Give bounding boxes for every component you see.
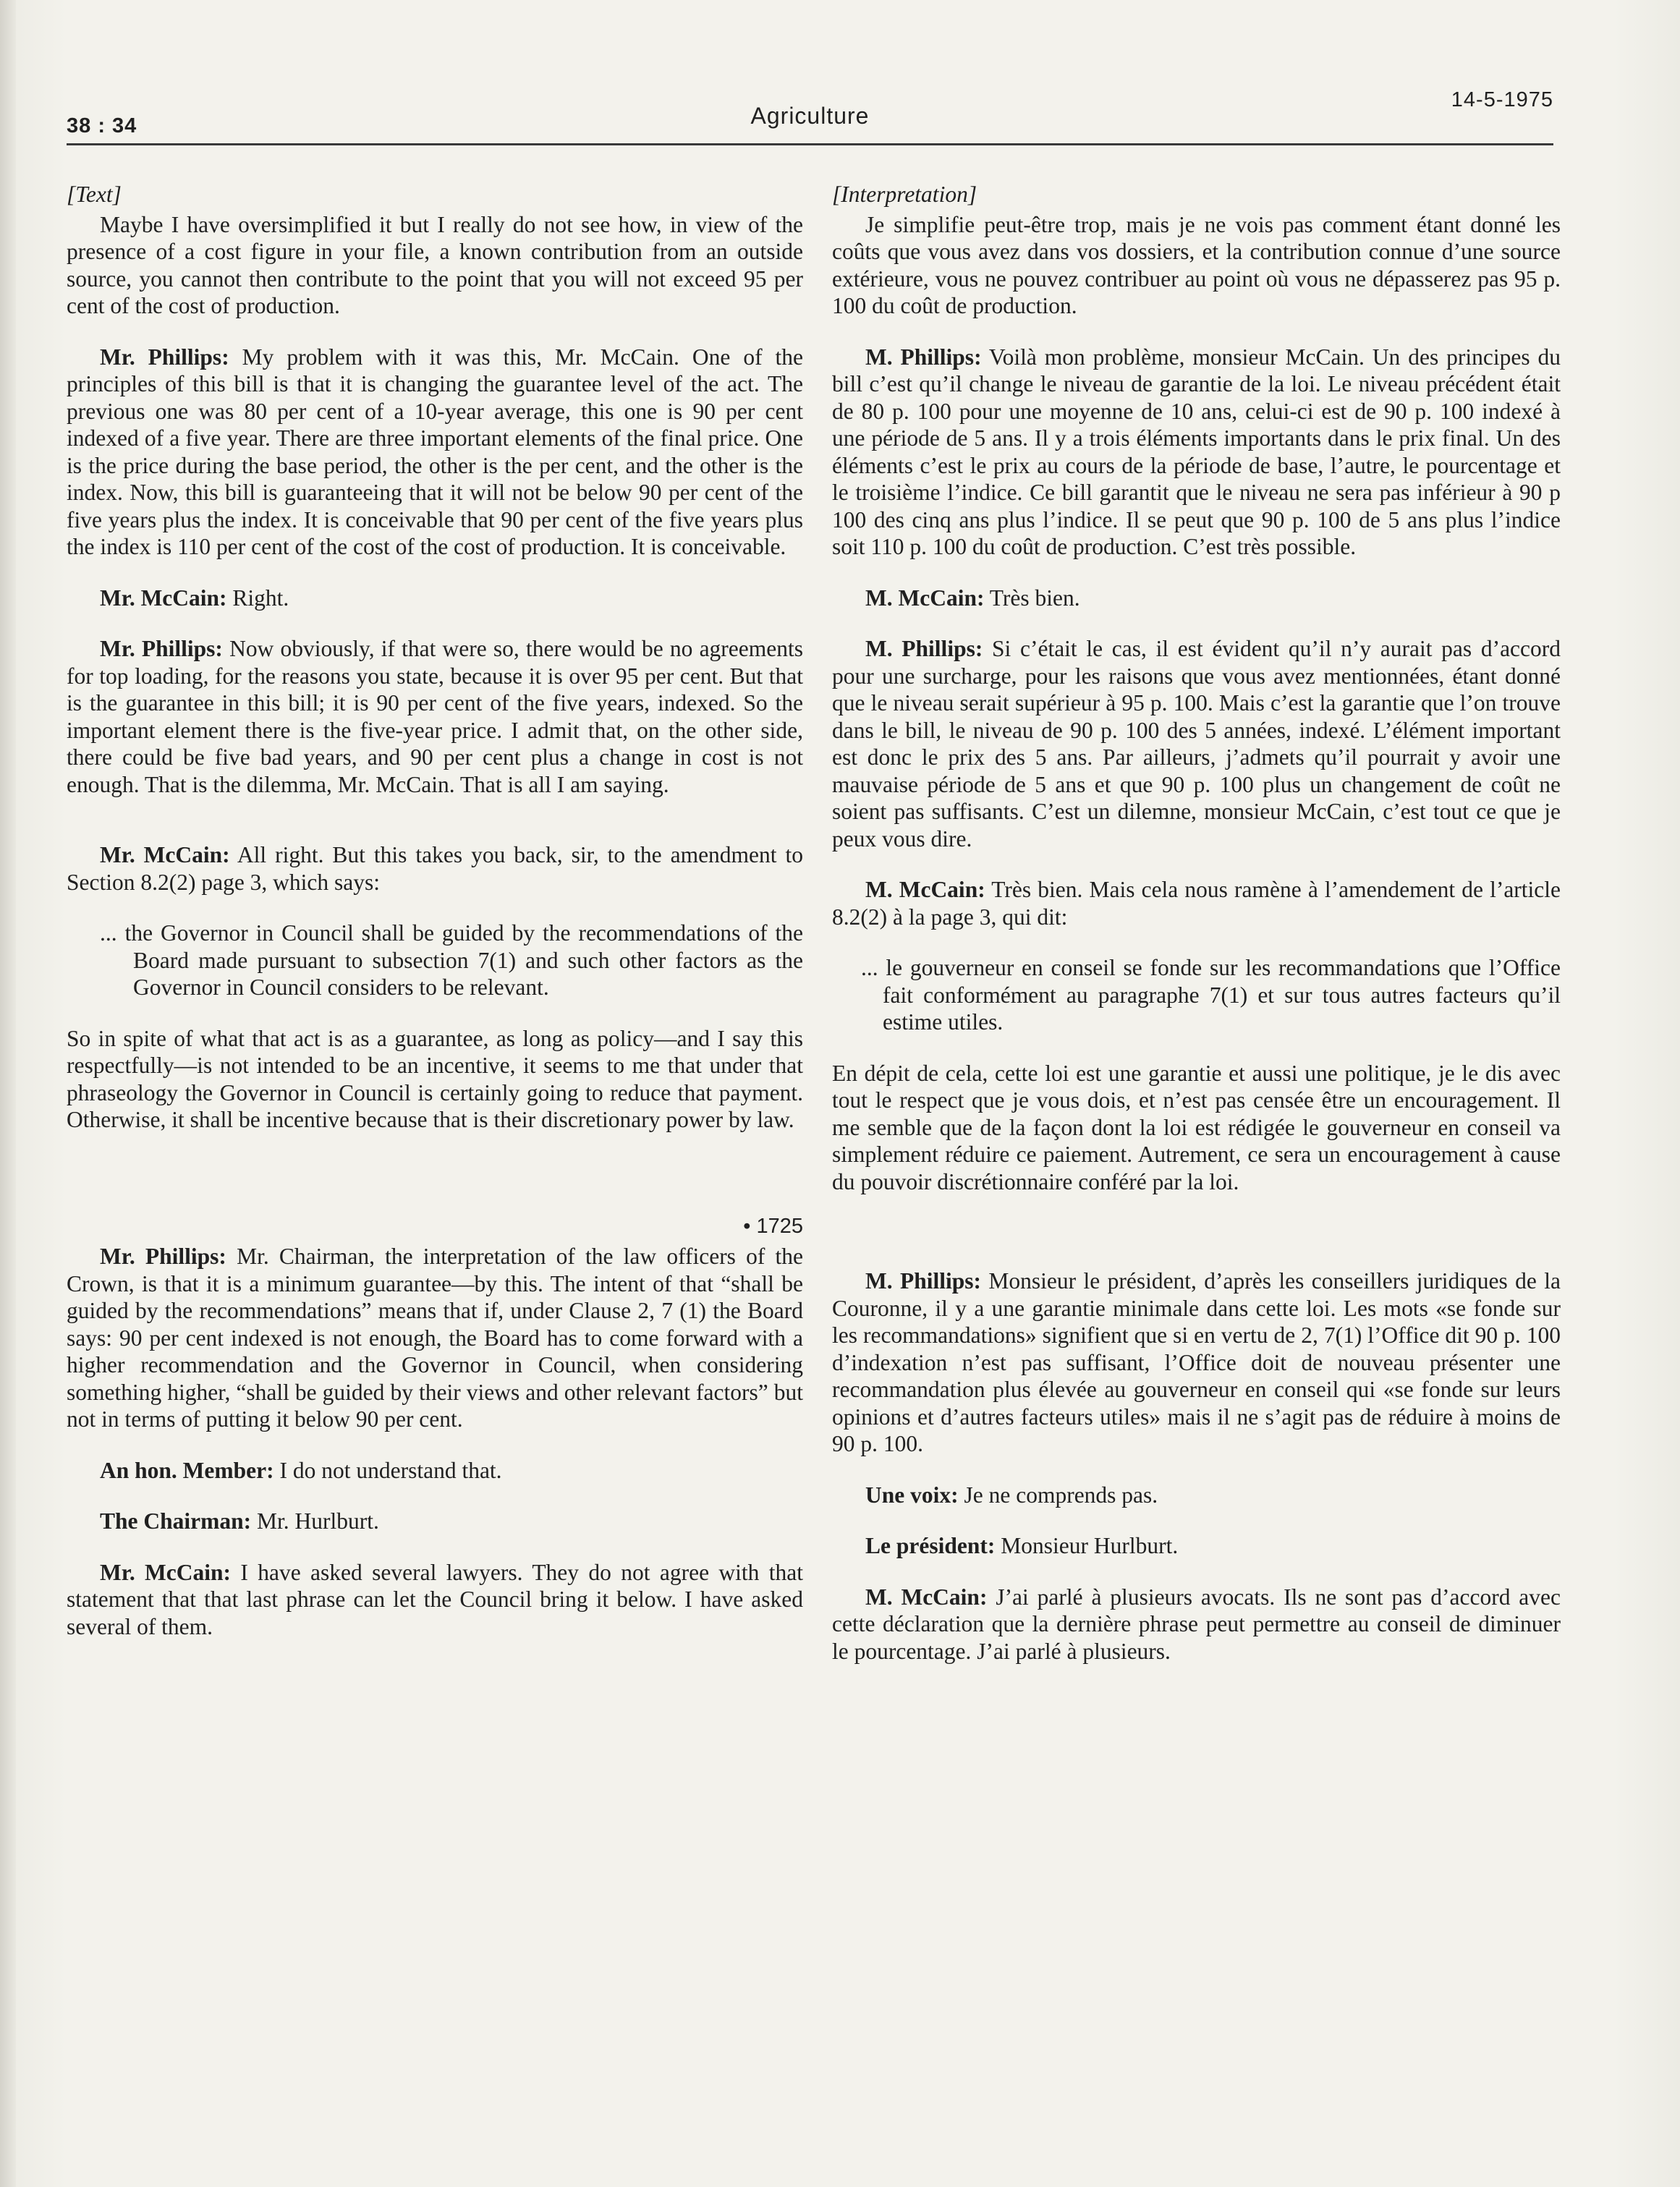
speech-text: Voilà mon problème, monsieur McCain. Un des principes du bill c’est qu’il change le niveau de garantie de la loi. Le niveau précédent était de 80 p. 100 pour une moyenne de 10 ans, celui-ci est de 90 p. 100 indexé à une période de 5 ans. Il y a trois éléments importants dans le prix final. Un des éléments c’est le prix au cours de la période de base, l’autre, le pourcentage et le troisième l’indice. Ce bill garantit que le niveau ne sera pas inférieur à 90 p 100 des cinq ans plus l’indice. Il se peut que 90 p. 100 de 5 ans plus l’indice soit 110 p. 100 du coût de production. C’est très possible. — [832, 344, 1561, 559]
speaker-name: M. Phillips: — [865, 636, 983, 661]
speech-paragraph — [832, 1267, 1561, 1458]
speech-paragraph — [67, 1559, 803, 1641]
speech-paragraph — [67, 635, 803, 798]
speech-text: All right. But this takes you back, sir, to the amendment to Section 8.2(2) page 3, which says: — [67, 842, 804, 895]
speech-text: Mr. Hurlburt. — [251, 1508, 379, 1534]
speech-text: I do not understand that. — [273, 1457, 502, 1483]
speaker-name: Mr. McCain: — [100, 842, 230, 867]
speech-text: Monsieur le président, d’après les conseillers juridiques de la Couronne, il y a une garantie minimale dans cette loi. Les mots «se fonde sur les recommandations» signifient que si en vertu de 2, 7(1) l’Office dit 90 p. 100 d’indexation n’est pas suffisant, l’Office doit de nouveau présenter une recommandation plus élevée au gouverneur en conseil qui «se fonde sur leurs opinions et d’autres facteurs utiles» mais il ne s’agit pas de réduire à moins de 90 p. 100. — [832, 1268, 1561, 1456]
header-date: 14-5-1975 — [1451, 88, 1553, 111]
speaker-name: Une voix: — [865, 1482, 959, 1508]
speaker-name: Le président: — [865, 1533, 996, 1558]
speech-text: Je ne comprends pas. — [958, 1482, 1158, 1508]
paragraph: Maybe I have oversimplified it but I really do not see how, in view of the presence of a cost figure in your file, a known contribution from an outside source, you cannot then contribute to the point that you will not exceed 95 per cent of the cost of production. — [67, 211, 803, 318]
paragraph: So in spite of what that act is as a guarantee, as long as policy—and I say this respectfully—is not intended to be an incentive, it seems to me that under that phraseology the Governor in Council is certainly going to reduce that payment. Otherwise, it shall be incentive because that is their discretionary power by law. — [67, 1025, 803, 1132]
speech-paragraph — [67, 1243, 803, 1433]
speaker-name: M. McCain: — [865, 1584, 988, 1610]
speech-paragraph — [832, 1482, 1561, 1509]
speech-text: Monsieur Hurlburt. — [995, 1533, 1179, 1558]
speech-text: Now obviously, if that were so, there would be no agreements for top loading, for the reasons you state, because it is over 95 per cent. But that is the guarantee in this bill; it is 90 per cent of the five years, indexed. So the important element there is the five-year price. I admit that, on the other side, there could be five bad years, and 90 per cent plus a change in cost is not enough. That is the dilemma, Mr. McCain. That is all I am saying. — [67, 636, 803, 797]
speaker-name: An hon. Member: — [100, 1457, 274, 1483]
speech-text: I have asked several lawyers. They do not agree with that statement that that last phrase can let the Council bring it below. I have asked several of them. — [67, 1559, 803, 1639]
speech-paragraph — [832, 1584, 1561, 1665]
speech-text: Si c’était le cas, il est évident qu’il n’y aurait pas d’accord pour une surcharge, pour les raisons que vous avez mentionnées, étant donné que le niveau serait supérieur à 95 p. 100. Mais c’est la garantie que l’on trouve dans le bill, le niveau de 90 p. 100 des 5 années, indexé. L’élément important est donc le prix des 5 ans. Par ailleurs, j’admets qu’il pourrait y avoir une mauvaise période de 5 ans et que 90 p. 100 plus un changement de coût ne soient pas suffisants. C’est un dilemne, monsieur McCain, c’est tout ce que je peux vous dire. — [832, 636, 1561, 852]
speech-paragraph — [67, 1508, 803, 1535]
paragraph: Je simplifie peut-être trop, mais je ne vois pas comment étant donné les coûts que vous avez dans vos dossiers, et la contribution connue d’une source extérieure, vous ne pouvez contribuer au point où vous ne dépasserez pas 95 p. 100 du coût de production. — [832, 211, 1561, 318]
speaker-name: M. Phillips: — [865, 344, 982, 370]
speaker-name: M. McCain: — [865, 877, 985, 902]
speech-paragraph — [832, 585, 1561, 612]
speech-paragraph — [832, 635, 1561, 852]
english-column — [67, 181, 803, 1664]
speaker-name: Mr. Phillips: — [100, 1244, 226, 1269]
speech-text: Très bien. — [984, 585, 1080, 611]
speaker-name: Mr. Phillips: — [100, 344, 229, 370]
interpretation-tag: [Interpretation] — [832, 182, 977, 207]
quoted-amendment: ... the Governor in Council shall be guided by the recommendations of the Board made pursuant to subsection 7(1) and such other factors as the Governor in Council considers to be relevant. — [100, 920, 803, 1000]
speaker-name: Mr. McCain: — [100, 1559, 232, 1585]
speaker-name: M. McCain: — [865, 585, 985, 611]
section-title: Agriculture — [750, 103, 870, 129]
speech-paragraph — [67, 585, 803, 612]
page-edge — [0, 0, 16, 2187]
speech-text: Mr. Chairman, the interpretation of the law officers of the Crown, is that it is a minimum guarantee—by this. The intent of that “shall be guided by the recommendations” means that if, under Clause 2, 7 (1) the Board says: 90 per cent indexed is not enough, the Board has to come forward with a higher recommendation and the Governor in Council, when considering something higher, “shall be guided by their views and other relevant factors” but not in terms of putting it below 90 per cent. — [67, 1244, 803, 1432]
text-tag: [Text] — [67, 182, 122, 207]
speaker-name: Mr. McCain: — [100, 585, 227, 611]
page-number: 38 : 34 — [67, 114, 137, 137]
speaker-name: Mr. Phillips: — [100, 636, 223, 661]
speech-paragraph — [67, 841, 803, 896]
speaker-name: M. Phillips: — [865, 1268, 982, 1294]
time-marker: • 1725 — [743, 1214, 803, 1238]
french-column — [832, 181, 1561, 1689]
paragraph: En dépit de cela, cette loi est une garantie et aussi une politique, je le dis avec tout le respect que je vous dois, et n’est pas censée être un encouragement. Il me semble que de la façon dont la loi est rédigée le gouverneur en conseil va simplement réduire ce paiement. Autrement, ce sera un encouragement à cause du pouvoir discrétionnaire conféré par la loi. — [832, 1060, 1561, 1194]
quoted-amendment: ... le gouverneur en conseil se fonde sur les recommandations que l’Office fait conformément au paragraphe 7(1) et sur tous autres facteurs qu’il estime utiles. — [861, 955, 1561, 1035]
speech-text: Très bien. Mais cela nous ramène à l’amendement de l’article 8.2(2) à la page 3, qui dit: — [832, 877, 1561, 930]
speech-text: Right. — [226, 585, 289, 611]
speech-paragraph — [67, 344, 803, 561]
running-header — [67, 85, 1553, 145]
speech-paragraph — [832, 344, 1561, 561]
speech-paragraph — [67, 1457, 803, 1485]
speech-text: J’ai parlé à plusieurs avocats. Ils ne sont pas d’accord avec cette déclaration que la dernière phrase peut permettre au conseil de diminuer le pourcentage. J’ai parlé à plusieurs. — [832, 1584, 1561, 1664]
speech-text: My problem with it was this, Mr. McCain. One of the principles of this bill is that it is changing the guarantee level of the act. The previous one was 80 per cent of a 10-year average, this one is 90 per cent indexed of a five year. There are three important elements of the final price. One is the price during the base period, the other is the per cent, and the other is the index. Now, this bill is guaranteeing that it will not be below 90 per cent of the five years plus the index. It is conceivable that 90 per cent of the five years plus the index is 110 per cent of the cost of the cost of production. It is conceivable. — [67, 344, 803, 559]
speech-paragraph — [832, 876, 1561, 930]
speaker-name: The Chairman: — [100, 1508, 252, 1534]
speech-paragraph — [832, 1532, 1561, 1560]
